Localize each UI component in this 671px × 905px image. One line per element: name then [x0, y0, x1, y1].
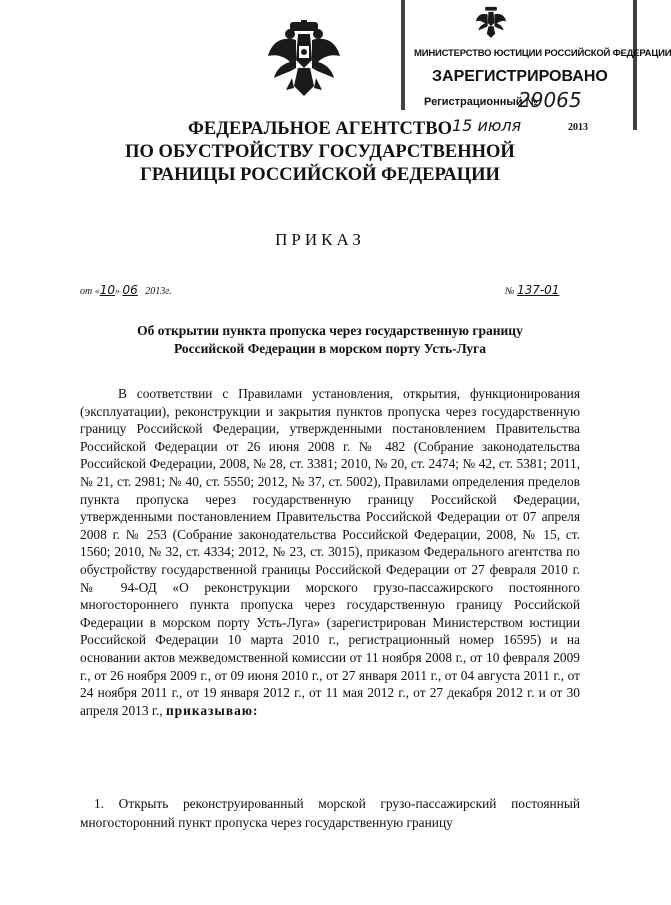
stamp-registered-label: ЗАРЕГИСТРИРОВАНО	[432, 68, 608, 85]
number-prefix: №	[505, 286, 515, 297]
year-suffix: г.	[165, 286, 172, 297]
order-date	[80, 283, 172, 297]
order-body	[80, 385, 580, 719]
order-number-value: 137-01	[516, 283, 560, 297]
order-item-1	[80, 794, 580, 832]
stamp-reg-number: 29065	[518, 88, 582, 112]
item-1-text: 1. Открыть реконструированный морской грузо-пассажирский постоянный многосторонний пункт пропуска через государственную границу	[80, 796, 580, 830]
order-month: 06	[122, 283, 138, 297]
preamble-paragraph	[80, 385, 580, 719]
agency-line-3: ГРАНИЦЫ РОССИЙСКОЙ ФЕДЕРАЦИИ	[140, 165, 500, 185]
date-mid: »	[115, 286, 123, 297]
agency-line-1: ФЕДЕРАЛЬНОЕ АГЕНТСТВО	[188, 119, 452, 139]
order-subject	[80, 322, 580, 358]
order-year: 2013	[145, 286, 166, 297]
subject-line-1: Об открытии пункта пропуска через государственную границу	[137, 323, 523, 338]
document-type-title: ПРИКАЗ	[275, 230, 365, 249]
order-day: 10	[99, 283, 116, 297]
stamp-reg-label: Регистрационный №	[424, 96, 538, 108]
coat-of-arms-emblem	[268, 20, 340, 96]
agency-name	[90, 118, 550, 187]
preamble-text: В соответствии с Правилами установления, открытия, функционирования (эксплуатации), реконструкции и закрытия пунктов пропуска через государственную границу Российской Федерации, утвержденными постановлением Правительства Российской Федерации от 26 июня 2008 г. № 482 (Собрание законодательства Российской Федерации, 2008, № 28, ст. 3381; 2010, № 20, ст. 2474; № 42, ст. 5381; 2011, № 21, ст. 2981; № 40, ст. 5550; 2012, № 37, ст. 5002), Правилами определения пределов пункта пропуска через государственную границу Российской Федерации, утвержденными постановлением Правительства Российской Федерации от 07 апреля 2008 г. № 253 (Собрание законодательства Российской Федерации, 2008, № 15, ст. 1560; 2010, № 32, ст. 4334; 2012, № 23, ст. 3015), приказом Федерального агентства по обустройству государственной границы Российской Федерации от 27 февраля 2010 г. № 94-ОД «О реконструкции морского грузо-пассажирского постоянного многостороннего пункта пропуска через государственную границу Российской Федерации в морском порту Усть-Луга» (зарегистрирован Министерством юстиции Российской Федерации 10 марта 2010 г., регистрационный номер 16595) и на основании актов межведомственной комиссии от 11 ноября 2008 г., от 10 февраля 2009 г., от 26 ноября 2009 г., от 09 июня 2010 г., от 27 января 2011 г., от 04 августа 2011 г., от 24 ноября 2011 г., от 19 января 2012 г., от 11 мая 2012 г., от 27 декабря 2012 г. и от 30 апреля 2013 г.,	[80, 386, 580, 718]
registration-stamp	[396, 0, 671, 135]
agency-line-2: ПО ОБУСТРОЙСТВУ ГОСУДАРСТВЕННОЙ	[125, 142, 515, 162]
order-number	[505, 283, 559, 297]
date-prefix: от «	[80, 286, 100, 297]
stamp-reg-date: 15 июля	[452, 116, 522, 135]
stamp-emblem-icon	[475, 6, 507, 38]
subject-line-2: Российской Федерации в морском порту Усть-Луга	[174, 341, 486, 356]
stamp-ministry-name: МИНИСТЕРСТВО ЮСТИЦИИ РОССИЙСКОЙ ФЕДЕРАЦИИ	[414, 48, 671, 59]
stamp-reg-year: 2013	[568, 122, 588, 133]
order-word: приказываю:	[165, 702, 259, 718]
